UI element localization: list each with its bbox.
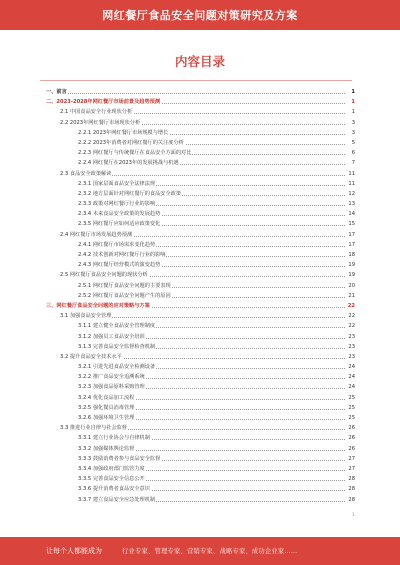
toc-entry-title: 3.1.2 加强员工食品安全培训	[78, 332, 146, 342]
toc-entry-title: 2.3.2 地方层面针对网红餐厅的食品安全政策	[78, 189, 182, 199]
toc-entry-title: 2.4.3 网红餐厅经营模式的演变趋势	[78, 260, 161, 270]
toc-entry-title: 3.2.2 推广食品安全追溯系统	[78, 372, 146, 382]
toc-entry-title: 3.1 加强食品安全管理	[60, 311, 112, 321]
toc-entry[interactable]	[0, 393, 400, 403]
dot-leader	[46, 93, 345, 94]
header-bar	[0, 0, 400, 30]
toc-entry-title: 2.4.2 技术创新对网红餐厅行业的影响	[78, 250, 166, 260]
toc-entry-page: 3	[345, 118, 355, 128]
toc-entry-title: 2.2.1 2023年网红餐厅市场规模与增长	[78, 128, 169, 138]
page-number: 1	[352, 513, 355, 518]
toc-entry-page: 13	[345, 199, 355, 209]
toc-entry[interactable]	[0, 403, 400, 413]
toc-entry-page: 19	[345, 260, 355, 270]
toc-entry-page: 25	[345, 393, 355, 403]
toc-entry-title: 3.3.2 加强媒体舆论监督	[78, 444, 135, 454]
toc-entry[interactable]	[0, 464, 400, 474]
toc-entry[interactable]	[0, 219, 400, 229]
toc-entry[interactable]	[0, 260, 400, 270]
toc-entry-title: 2.2.4 网红餐厅在2023年的发展挑战与机遇	[78, 158, 180, 168]
toc-entry-page: 28	[345, 495, 355, 505]
toc-entry-title: 2.3.1 国家层面食品安全法律法规	[78, 179, 156, 189]
toc-entry[interactable]	[0, 433, 400, 443]
toc-entry-page: 1	[345, 107, 355, 117]
toc-entry[interactable]	[0, 495, 400, 505]
toc-entry[interactable]	[0, 240, 400, 250]
toc-entry-page: 23	[345, 332, 355, 342]
toc-entry-page: 24	[345, 362, 355, 372]
toc-entry-title: 3.3.4 加强政府部门监管力度	[78, 464, 146, 474]
toc-entry-page: 22	[345, 311, 355, 321]
toc-entry-title: 3.3.3 鼓励消费者参与食品安全监督	[78, 454, 161, 464]
toc-entry-title: 2.3.4 未来食品安全政策的发展趋势	[78, 209, 161, 219]
toc-entry-title: 2.3.3 政策对网红餐厅行业的影响	[78, 199, 156, 209]
toc-entry-page: 27	[345, 454, 355, 464]
toc-entry-page: 21	[345, 291, 355, 301]
toc-entry-page: 26	[345, 433, 355, 443]
toc-entry-title: 2.4.1 网红餐厅市场需求变化趋势	[78, 240, 156, 250]
toc-entry-title: 2.5.2 网红餐厅食品安全问题产生的原因	[78, 291, 172, 301]
document-title: 网红餐厅食品安全问题对策研究及方案	[102, 9, 298, 22]
toc-entry-title: 2.3 食品安全政策解读	[60, 169, 112, 179]
toc-entry-page: 22	[345, 321, 355, 331]
toc-entry[interactable]	[0, 87, 400, 97]
toc-entry-page: 3	[345, 128, 355, 138]
toc-entry-page: 25	[345, 413, 355, 423]
toc-entry[interactable]	[0, 413, 400, 423]
toc-entry-title: 2.4 网红餐厅市场发展趋势预测	[60, 230, 133, 240]
toc-entry[interactable]	[0, 158, 400, 168]
toc-entry-title: 3.3.5 完善食品安全信息公开	[78, 474, 146, 484]
toc-entry-page: 5	[345, 138, 355, 148]
toc-entry-title: 3.2 提升食品安全技术水平	[60, 352, 123, 362]
toc-entry[interactable]	[0, 179, 400, 189]
toc-entry[interactable]	[0, 118, 400, 128]
toc-entry-page: 17	[345, 230, 355, 240]
toc-entry-page: 24	[345, 382, 355, 392]
toc-entry[interactable]	[0, 230, 400, 240]
table-of-contents	[0, 87, 400, 505]
toc-entry-page: 18	[345, 250, 355, 260]
toc-entry-title: 2.5 网红餐厅食品安全问题的现状分析	[60, 270, 149, 280]
toc-entry-title: 3.2.6 加强环境卫生管理	[78, 413, 135, 423]
toc-entry[interactable]	[0, 382, 400, 392]
toc-entry[interactable]	[0, 311, 400, 321]
toc-entry-title: 3.2.3 加强食品原料采购管理	[78, 382, 146, 392]
toc-entry-page: 14	[345, 209, 355, 219]
toc-entry-page: 7	[345, 158, 355, 168]
toc-entry[interactable]	[0, 474, 400, 484]
toc-entry-title: 3.3.6 提升消费者食品安全意识	[78, 484, 151, 494]
toc-entry-title: 3.2.4 优化食品加工流程	[78, 393, 135, 403]
toc-entry-title: 3.1.1 建立健全食品安全管理制度	[78, 321, 156, 331]
toc-entry-title: 3.1.3 完善食品安全监督检查机制	[78, 342, 156, 352]
toc-entry-page: 27	[345, 464, 355, 474]
toc-entry-title: 3.3.1 建立行业协会与自律机制	[78, 433, 151, 443]
toc-entry[interactable]	[0, 189, 400, 199]
toc-entry-title: 2.5.1 网红餐厅食品安全问题的主要表现	[78, 281, 172, 291]
toc-entry[interactable]	[0, 291, 400, 301]
toc-entry-page: 1	[345, 97, 355, 107]
toc-entry-title: 三、网红餐厅食品安全问题的应对策略与方案	[46, 301, 151, 311]
toc-entry[interactable]	[0, 128, 400, 138]
toc-entry-title: 2.2 2023年网红餐厅市场现状分析	[60, 118, 141, 128]
toc-entry[interactable]	[0, 97, 400, 107]
toc-entry-title: 2.2.2 2023年消费者对网红餐厅的关注度分析	[78, 138, 185, 148]
toc-entry-page: 15	[345, 219, 355, 229]
toc-entry[interactable]	[0, 250, 400, 260]
toc-entry-title: 一、前言	[46, 87, 68, 97]
toc-entry-page: 24	[345, 372, 355, 382]
toc-entry-page: 28	[345, 484, 355, 494]
toc-entry[interactable]	[0, 281, 400, 291]
toc-entry-page: 23	[345, 352, 355, 362]
toc-entry-title: 2.2.3 网红餐厅与传统餐厅在食品安全方面的对比	[78, 148, 192, 158]
toc-entry[interactable]	[0, 342, 400, 352]
toc-entry-title: 2.3.5 网红餐厅应如何适应政策变化	[78, 219, 161, 229]
toc-entry-page: 22	[345, 301, 355, 311]
toc-heading: 内容目录	[174, 54, 225, 69]
toc-entry-page: 6	[345, 148, 355, 158]
footer-tagline: 行业专家、管理专家、营销专家、战略专家、成功企业家……	[122, 548, 298, 555]
heading-divider	[40, 80, 352, 81]
toc-entry-page: 28	[345, 474, 355, 484]
toc-entry[interactable]	[0, 362, 400, 372]
footer-slogan: 让每个人都能成为	[46, 547, 102, 555]
toc-entry-page: 11	[345, 169, 355, 179]
toc-entry-title: 3.2.5 强化餐具消毒管理	[78, 403, 135, 413]
toc-entry-title: 二、2023-2028年网红餐厅市场前景及趋势预测	[46, 97, 161, 107]
toc-entry-page: 20	[345, 281, 355, 291]
toc-entry[interactable]	[0, 138, 400, 148]
toc-entry-page: 12	[345, 189, 355, 199]
toc-entry[interactable]	[0, 107, 400, 117]
toc-entry-title: 3.2.1 引进先进食品安全检测设备	[78, 362, 156, 372]
toc-entry-page: 26	[345, 423, 355, 433]
toc-entry[interactable]	[0, 423, 400, 433]
toc-entry-title: 3.3 推进行业自律与社会监督	[60, 423, 128, 433]
toc-entry[interactable]	[0, 454, 400, 464]
toc-entry[interactable]	[0, 444, 400, 454]
toc-entry-page: 23	[345, 342, 355, 352]
toc-entry[interactable]	[0, 199, 400, 209]
toc-entry[interactable]	[0, 148, 400, 158]
toc-entry-title: 3.3.7 建立食品安全应急处理机制	[78, 495, 156, 505]
toc-entry-title: 2.1 中国食品安全行业现状分析	[60, 107, 133, 117]
toc-entry[interactable]	[0, 270, 400, 280]
footer-bar	[0, 537, 400, 565]
toc-entry[interactable]	[0, 372, 400, 382]
toc-entry[interactable]	[0, 301, 400, 311]
toc-entry-page: 11	[345, 179, 355, 189]
toc-entry[interactable]	[0, 209, 400, 219]
toc-entry[interactable]	[0, 484, 400, 494]
toc-entry[interactable]	[0, 352, 400, 362]
toc-entry-page: 19	[345, 270, 355, 280]
toc-entry[interactable]	[0, 332, 400, 342]
toc-entry-page: 17	[345, 240, 355, 250]
toc-entry-page: 25	[345, 403, 355, 413]
toc-entry-page: 1	[345, 87, 355, 97]
toc-entry[interactable]	[0, 169, 400, 179]
toc-entry-page: 26	[345, 444, 355, 454]
toc-entry[interactable]	[0, 321, 400, 331]
